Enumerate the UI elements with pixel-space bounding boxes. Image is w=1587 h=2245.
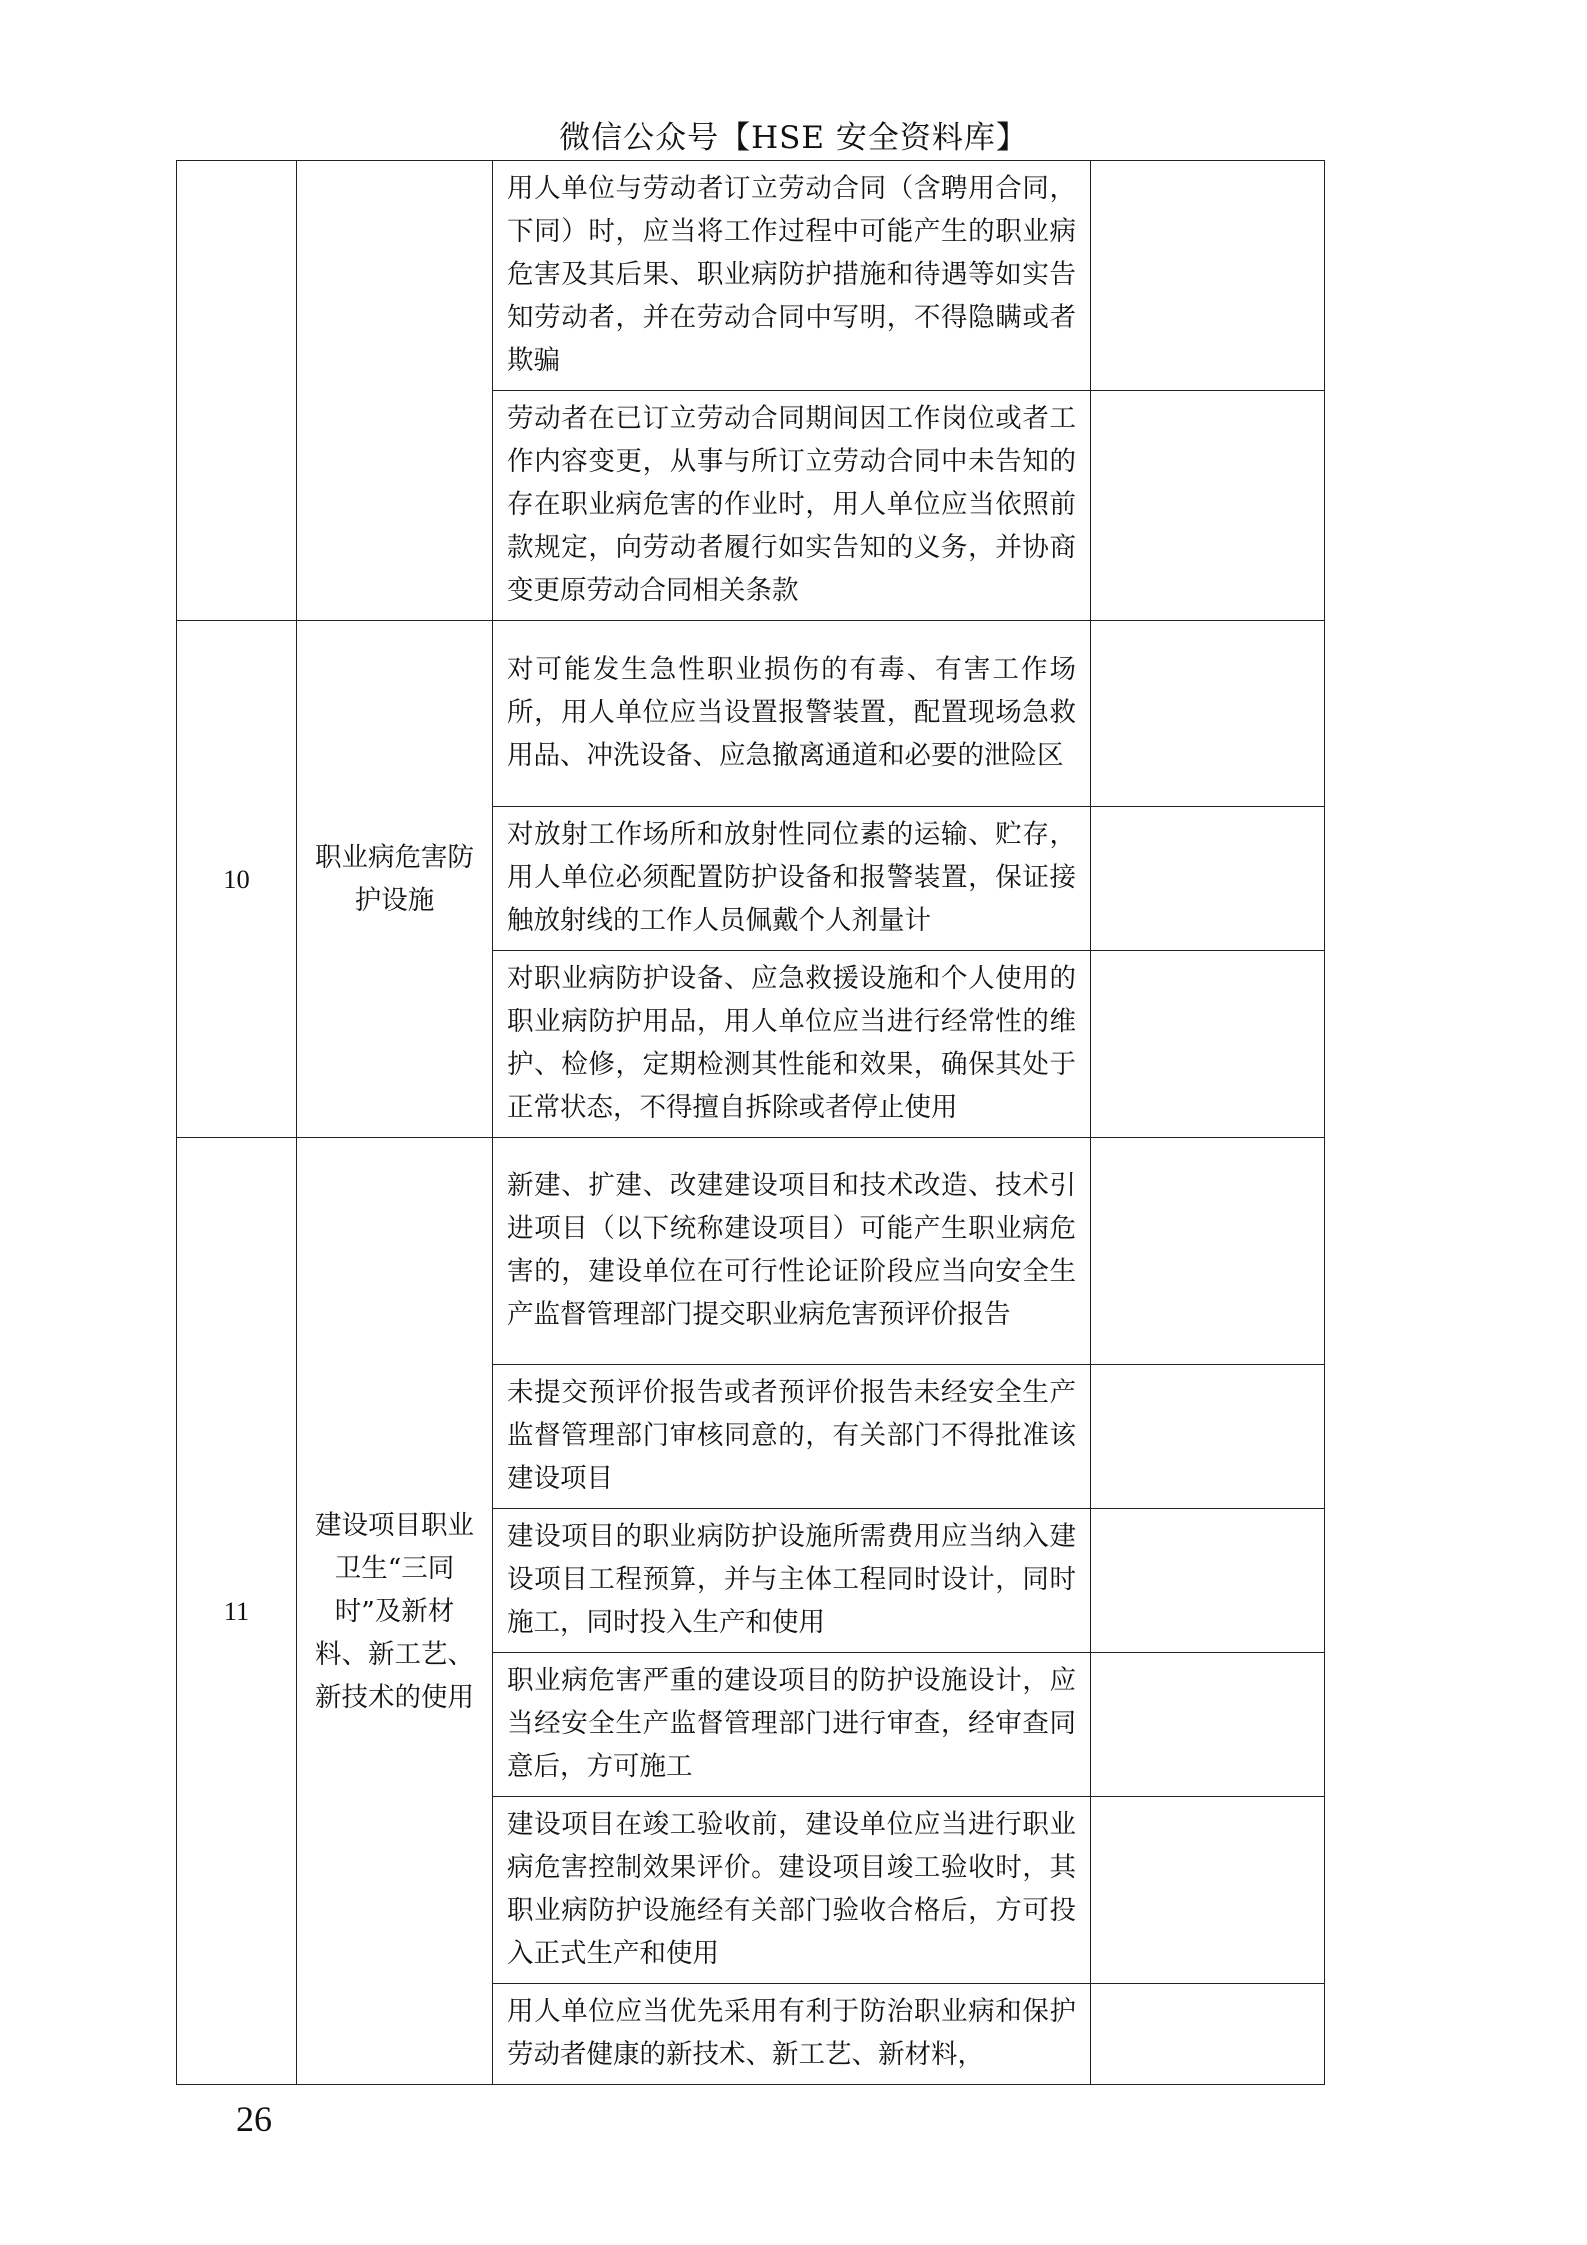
content-cell: 职业病危害严重的建设项目的防护设施设计，应当经安全生产监督管理部门进行审查，经审查同意后，方可施工 [493,1653,1091,1797]
result-cell [1091,1797,1325,1984]
content-cell: 劳动者在已订立劳动合同期间因工作岗位或者工作内容变更，从事与所订立劳动合同中未告知的存在职业病危害的作业时，用人单位应当依照前款规定，向劳动者履行如实告知的义务，并协商变更原劳动合同相关条款 [493,391,1091,621]
page-number: 26 [236,2099,272,2139]
result-cell [1091,1365,1325,1509]
checklist-table [176,160,1325,2085]
item-name-cell: 建设项目职业卫生“三同时”及新材料、新工艺、新技术的使用 [297,1138,493,2085]
result-cell [1091,391,1325,621]
content-cell: 用人单位与劳动者订立劳动合同（含聘用合同，下同）时，应当将工作过程中可能产生的职业病危害及其后果、职业病防护措施和待遇等如实告知劳动者，并在劳动合同中写明，不得隐瞒或者欺骗 [493,161,1091,391]
table-row [177,1138,1325,1365]
content-cell: 建设项目的职业病防护设施所需费用应当纳入建设项目工程预算，并与主体工程同时设计，同时施工，同时投入生产和使用 [493,1509,1091,1653]
item-number-cell: 11 [177,1138,297,2085]
content-cell: 新建、扩建、改建建设项目和技术改造、技术引进项目（以下统称建设项目）可能产生职业病危害的，建设单位在可行性论证阶段应当向安全生产监督管理部门提交职业病危害预评价报告 [493,1138,1091,1365]
item-name-cell [297,161,493,621]
page-header: 微信公众号【HSE 安全资料库】 [559,120,1028,156]
table-row [177,621,1325,807]
result-cell [1091,161,1325,391]
table-row [177,161,1325,391]
content-cell: 对放射工作场所和放射性同位素的运输、贮存，用人单位必须配置防护设备和报警装置，保证接触放射线的工作人员佩戴个人剂量计 [493,807,1091,951]
result-cell [1091,951,1325,1138]
result-cell [1091,807,1325,951]
result-cell [1091,1984,1325,2085]
content-cell: 对可能发生急性职业损伤的有毒、有害工作场所，用人单位应当设置报警装置，配置现场急救用品、冲洗设备、应急撤离通道和必要的泄险区 [493,621,1091,807]
item-name-cell: 职业病危害防护设施 [297,621,493,1138]
item-number-cell [177,161,297,621]
content-cell: 未提交预评价报告或者预评价报告未经安全生产监督管理部门审核同意的，有关部门不得批准该建设项目 [493,1365,1091,1509]
result-cell [1091,621,1325,807]
content-cell: 用人单位应当优先采用有利于防治职业病和保护劳动者健康的新技术、新工艺、新材料， [493,1984,1091,2085]
result-cell [1091,1138,1325,1365]
result-cell [1091,1653,1325,1797]
content-cell: 对职业病防护设备、应急救援设施和个人使用的职业病防护用品，用人单位应当进行经常性的维护、检修，定期检测其性能和效果，确保其处于正常状态，不得擅自拆除或者停止使用 [493,951,1091,1138]
result-cell [1091,1509,1325,1653]
item-number-cell: 10 [177,621,297,1138]
content-cell: 建设项目在竣工验收前，建设单位应当进行职业病危害控制效果评价。建设项目竣工验收时，其职业病防护设施经有关部门验收合格后，方可投入正式生产和使用 [493,1797,1091,1984]
